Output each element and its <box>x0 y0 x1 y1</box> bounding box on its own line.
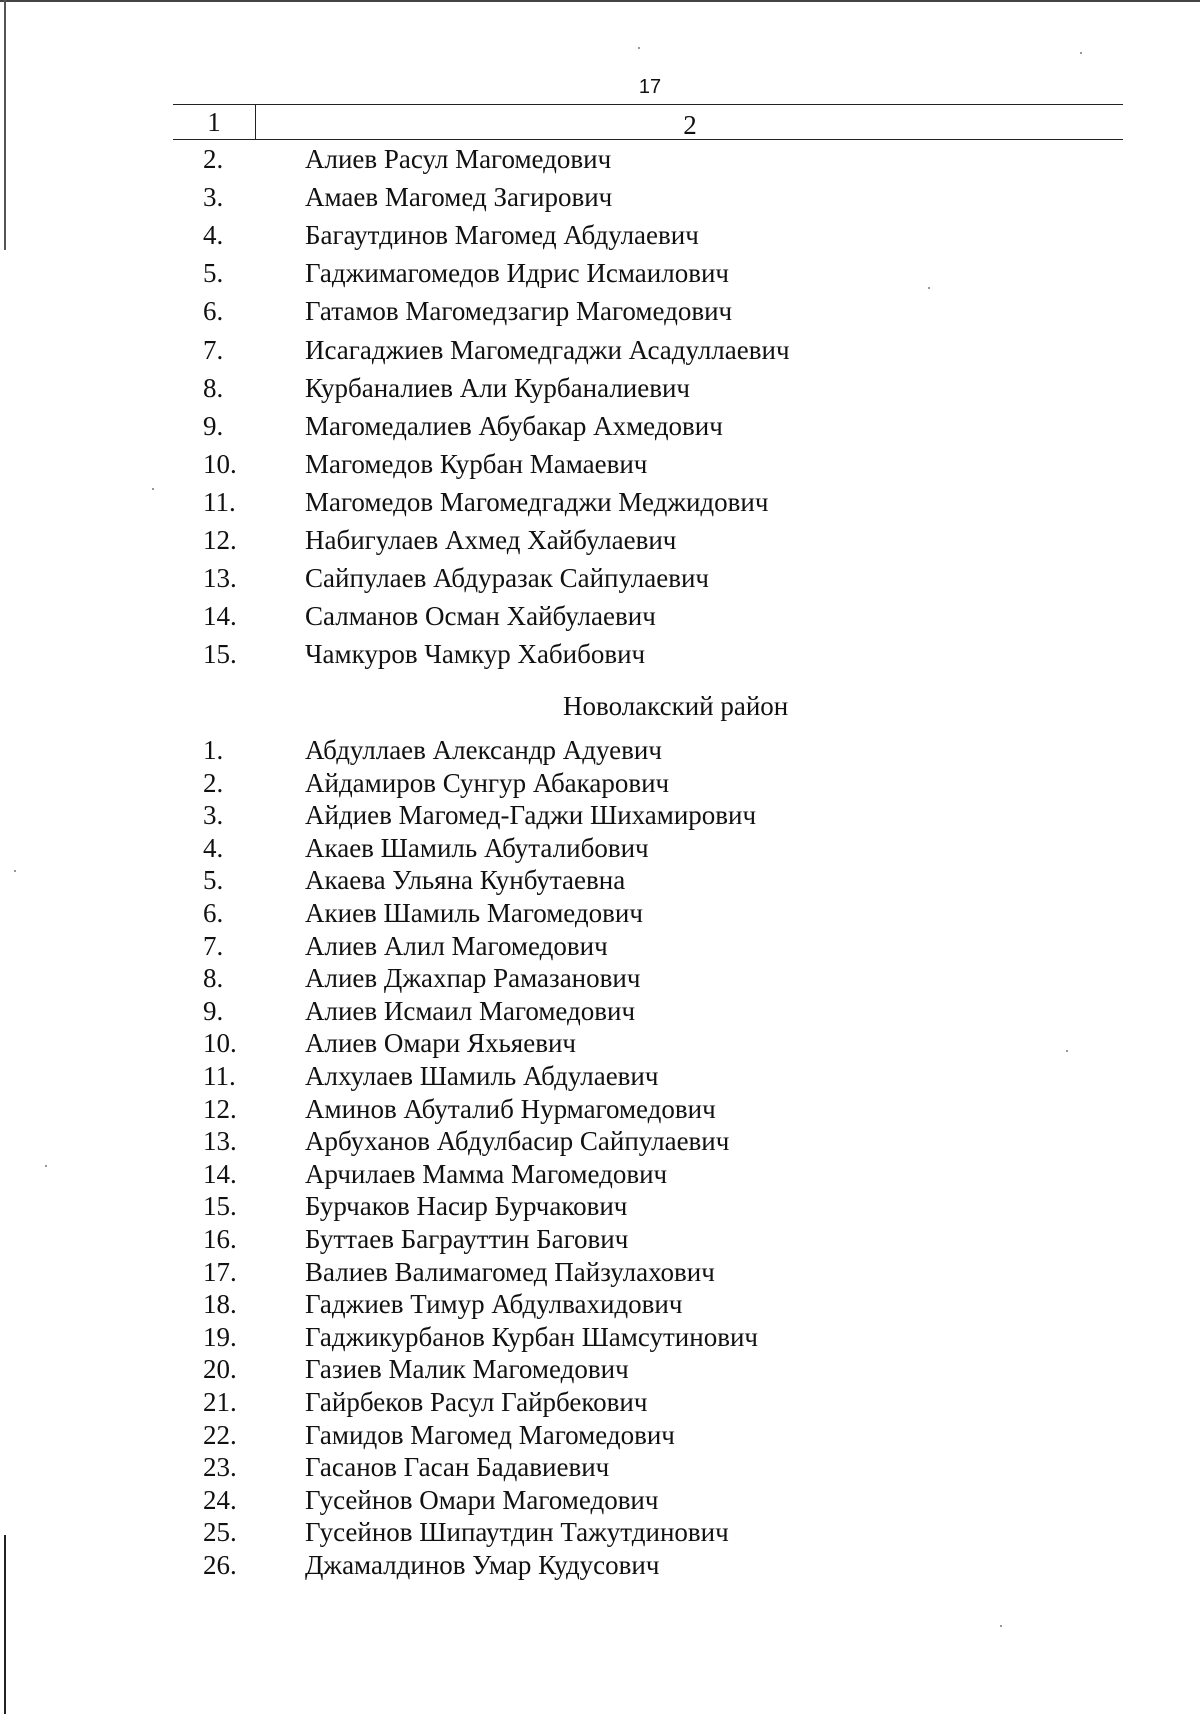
list-item <box>0 960 1200 996</box>
list-item-number: 15. <box>203 639 237 670</box>
list-item <box>0 1123 1200 1159</box>
list-item-number: 8. <box>203 372 224 403</box>
list-item-name: Аминов Абуталиб Нурмагомедович <box>305 1093 716 1124</box>
list-item <box>0 446 1200 482</box>
list-item-name: Джамалдинов Умар Кудусович <box>305 1550 660 1580</box>
list-item-name: Газиев Малик Магомедович <box>305 1354 629 1385</box>
list-item <box>0 1286 1200 1322</box>
list-item <box>0 1351 1200 1387</box>
list-item-name: Арбуханов Абдулбасир Сайпулаевич <box>305 1126 730 1157</box>
list-item <box>0 522 1200 558</box>
list-item <box>0 1091 1200 1127</box>
list-item-name: Алиев Исмаил Магомедович <box>305 995 636 1026</box>
list-item-name: Гайрбеков Расул Гайрбекович <box>305 1387 648 1417</box>
list-item-number: 10. <box>203 1028 237 1059</box>
scan-speck <box>1000 1625 1002 1627</box>
list-item-name: Салманов Осман Хайбулаевич <box>305 601 656 632</box>
list-item-name: Алиев Джахпар Рамазанович <box>305 963 641 994</box>
list-item-number: 3. <box>203 182 224 213</box>
list-item-number: 8. <box>203 963 224 994</box>
list-item <box>0 1188 1200 1224</box>
list-item <box>0 560 1200 596</box>
list-item-name: Гаджиев Тимур Абдулвахидович <box>305 1289 683 1320</box>
list-item-number: 5. <box>203 865 224 896</box>
list-item <box>0 1254 1200 1290</box>
list-item-name: Айдамиров Сунгур Абакарович <box>305 767 670 798</box>
table-header <box>173 104 1123 140</box>
list-item-name: Акаева Ульяна Кунбутаевна <box>305 865 626 896</box>
list-item <box>0 217 1200 253</box>
table-header-col2: 2 <box>683 110 697 140</box>
list-item-name: Бурчаков Насир Бурчакович <box>305 1191 628 1222</box>
list-item <box>0 928 1200 964</box>
list-item <box>0 765 1200 801</box>
list-item-number: 6. <box>203 296 224 327</box>
list-item-number: 5. <box>203 258 224 289</box>
list-item-name: Магомедалиев Абубакар Ахмедович <box>305 410 723 441</box>
list-item-number: 18. <box>203 1289 237 1320</box>
list-item <box>0 255 1200 291</box>
list-item-number: 11. <box>203 486 236 517</box>
scan-speck <box>1080 52 1082 54</box>
list-item-name: Амаев Магомед Загирович <box>305 182 613 213</box>
list-item-name: Гусейнов Шипаутдин Тажутдинович <box>305 1517 729 1548</box>
list-item <box>0 993 1200 1029</box>
list-item-name: Гаджикурбанов Курбан Шамсутинович <box>305 1321 758 1352</box>
list-item-number: 6. <box>203 898 224 928</box>
list-item-number: 21. <box>203 1387 237 1417</box>
list-item-number: 12. <box>203 1093 237 1124</box>
list-item-number: 10. <box>203 448 237 479</box>
list-item-name: Буттаев Баграуттин Багович <box>305 1224 629 1254</box>
section-title: Новолакский район <box>563 691 789 721</box>
list-item-number: 2. <box>203 144 224 174</box>
list-item-number: 12. <box>203 525 237 555</box>
list-item-name: Алиев Расул Магомедович <box>305 144 612 174</box>
list-item-name: Алхулаев Шамиль Абдулаевич <box>305 1061 659 1091</box>
list-item-number: 11. <box>203 1061 236 1091</box>
list-item-name: Магомедов Магомедгаджи Меджидович <box>305 486 769 517</box>
list-item <box>0 1547 1200 1583</box>
list-item-number: 9. <box>203 995 224 1026</box>
list-item <box>0 1058 1200 1094</box>
list-item-name: Гусейнов Омари Магомедович <box>305 1484 659 1515</box>
list-item-number: 13. <box>203 563 237 594</box>
list-item <box>0 830 1200 866</box>
list-item-number: 23. <box>203 1452 237 1483</box>
page-number: 17 <box>638 76 662 98</box>
list-item-number: 22. <box>203 1419 237 1450</box>
list-item-number: 24. <box>203 1484 237 1515</box>
list-item-name: Гасанов Гасан Бадавиевич <box>305 1452 610 1483</box>
list-item-number: 14. <box>203 601 237 632</box>
list-item-name: Магомедов Курбан Мамаевич <box>305 448 648 479</box>
table-header-col1: 1 <box>173 105 256 139</box>
list-item-name: Абдуллаев Александр Адуевич <box>305 735 662 765</box>
list-item <box>0 862 1200 898</box>
list-item-number: 25. <box>203 1517 237 1548</box>
list-item <box>0 1221 1200 1257</box>
list-item-number: 19. <box>203 1321 237 1352</box>
list-item-name: Валиев Валимагомед Пайзулахович <box>305 1256 715 1287</box>
list-item <box>0 1514 1200 1550</box>
list-item <box>0 332 1200 368</box>
list-item-number: 7. <box>203 334 224 365</box>
list-item <box>0 636 1200 672</box>
list-item-name: Акиев Шамиль Магомедович <box>305 898 643 928</box>
list-item <box>0 1482 1200 1518</box>
list-item-name: Айдиев Магомед-Гаджи Шихамирович <box>305 800 757 831</box>
list-item <box>0 732 1200 768</box>
list-item-number: 4. <box>203 220 224 251</box>
scan-speck <box>638 47 640 49</box>
list-item-number: 7. <box>203 930 224 961</box>
list-item <box>0 1319 1200 1355</box>
scan-edge-top <box>0 0 1200 2</box>
list-item <box>0 1025 1200 1061</box>
list-item-number: 20. <box>203 1354 237 1385</box>
list-item-name: Чамкуров Чамкур Хабибович <box>305 639 646 670</box>
list-item-number: 13. <box>203 1126 237 1157</box>
list-item-number: 1. <box>203 735 224 765</box>
list-item-name: Гамидов Магомед Магомедович <box>305 1419 675 1450</box>
list-item <box>0 408 1200 444</box>
list-item-number: 9. <box>203 410 224 441</box>
list-item <box>0 895 1200 931</box>
list-item-number: 3. <box>203 800 224 831</box>
list-item-number: 2. <box>203 767 224 798</box>
list-item-number: 15. <box>203 1191 237 1222</box>
list-item-name: Алиев Омари Яхьяевич <box>305 1028 576 1059</box>
list-item-name: Акаев Шамиль Абуталибович <box>305 832 649 863</box>
list-item <box>0 1384 1200 1420</box>
list-item-name: Багаутдинов Магомед Абдулаевич <box>305 220 699 251</box>
list-item-number: 16. <box>203 1224 237 1254</box>
list-item-number: 4. <box>203 832 224 863</box>
list-item-name: Набигулаев Ахмед Хайбулаевич <box>305 525 677 555</box>
list-item-number: 17. <box>203 1256 237 1287</box>
list-item <box>0 1417 1200 1453</box>
list-item-name: Сайпулаев Абдуразак Сайпулаевич <box>305 563 709 594</box>
list-item-name: Гатамов Магомедзагир Магомедович <box>305 296 733 327</box>
list-item <box>0 179 1200 215</box>
list-item <box>0 1449 1200 1485</box>
list-item <box>0 797 1200 833</box>
list-item-name: Алиев Алил Магомедович <box>305 930 608 961</box>
list-item-name: Гаджимагомедов Идрис Исмаилович <box>305 258 729 289</box>
list-item-name: Исагаджиев Магомедгаджи Асадуллаевич <box>305 334 790 365</box>
list-item-name: Курбаналиев Али Курбаналиевич <box>305 372 691 403</box>
list-item <box>0 370 1200 406</box>
list-item <box>0 293 1200 329</box>
list-item <box>0 141 1200 177</box>
list-item <box>0 1156 1200 1192</box>
list-item <box>0 598 1200 634</box>
list-item-number: 26. <box>203 1550 237 1580</box>
list-item-number: 14. <box>203 1158 237 1189</box>
list-item-name: Арчилаев Мамма Магомедович <box>305 1158 668 1189</box>
list-item <box>0 484 1200 520</box>
